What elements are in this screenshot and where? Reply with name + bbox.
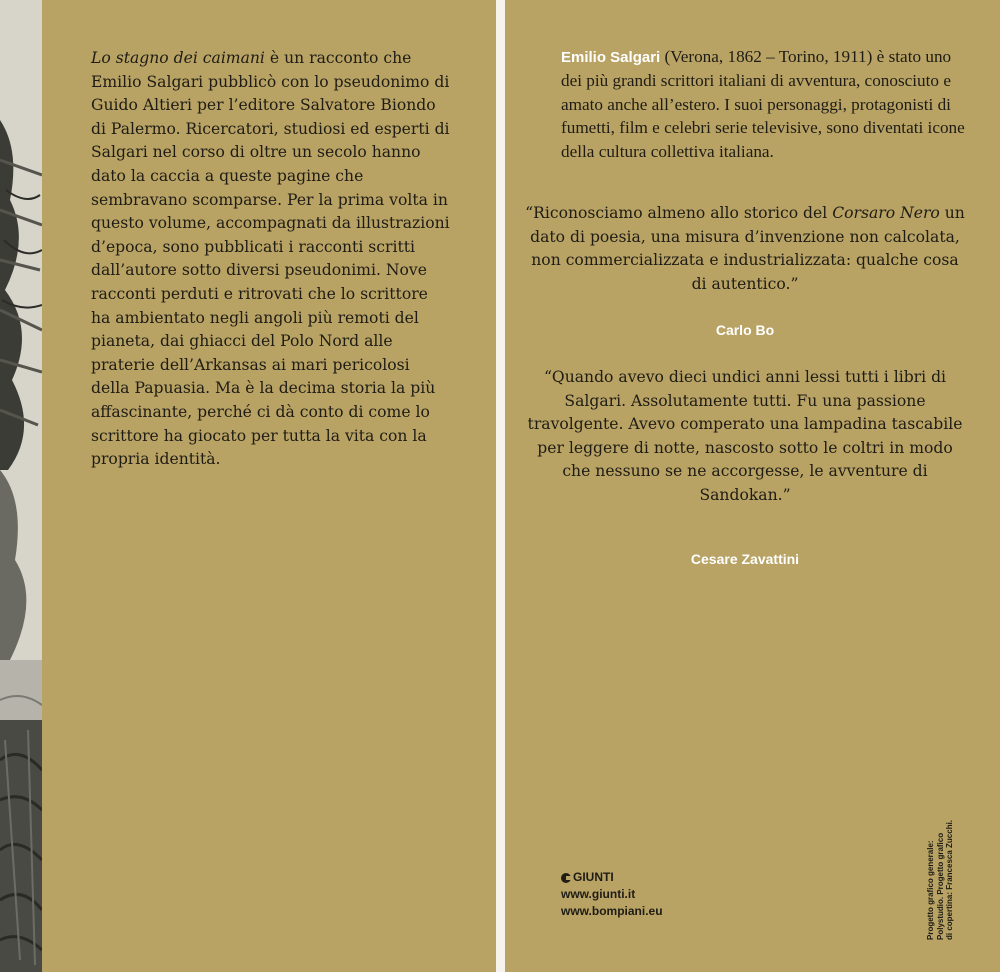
quote1-after: un dato di poesia, una misura d’invenzione non calcolata, non commercializzata e industrializzata: qualche cosa di autentico.” xyxy=(530,204,965,293)
engraving-illustration-strip xyxy=(0,0,42,972)
credits-line-2: Polystudio. Progetto grafico xyxy=(935,832,945,940)
publisher-url-bompiani: www.bompiani.eu xyxy=(561,904,663,918)
publisher-url-giunti: www.giunti.it xyxy=(561,887,636,901)
quote-cesare-zavattini: “Quando avevo dieci undici anni lessi tutti i libri di Salgari. Assolutamente tutti. Fu una passione travolgente. Avevo comperato una lampadina tascabile per leggere di notte, nascosto sotto le coltri in modo che nessuno se ne accorgesse, le avventure di Sandokan.” xyxy=(527,368,963,504)
credits-line-1: Progetto grafico generale: xyxy=(926,840,935,940)
publisher-block xyxy=(561,869,663,920)
quote1-attribution: Carlo Bo xyxy=(715,322,775,338)
quote1-before: “Riconosciamo almeno allo storico del xyxy=(525,204,833,222)
giunti-logo-icon xyxy=(561,873,571,883)
back-cover-right-panel xyxy=(505,0,1000,972)
publisher-logo xyxy=(561,869,663,886)
design-credits xyxy=(926,815,1000,940)
back-cover-left-panel xyxy=(0,0,496,972)
quote2-attribution: Cesare Zavattini xyxy=(690,551,800,567)
bio-text: (Verona, 1862 – Torino, 1911) è stato uno dei più grandi scrittori italiani di avventura, conosciuto e amato anche all’estero. I suoi personaggi, protagonisti di fumetti, film e celebri serie televisive, sono diventati icone della cultura collettiva italiana. xyxy=(561,47,965,161)
blurb-book-title: Lo stagno dei caimani xyxy=(91,49,265,67)
publisher-logo-text: GIUNTI xyxy=(573,870,614,884)
credits-line-3: di copertina: Francesca Zucchi. xyxy=(945,819,954,940)
spine-gutter xyxy=(496,0,505,972)
quote1-italic-title: Corsaro Nero xyxy=(832,204,940,222)
author-bio xyxy=(561,45,976,163)
blurb-text: è un racconto che Emilio Salgari pubblicò con lo pseudonimo di Guido Altieri per l’editore Salvatore Biondo di Palermo. Ricercatori, studiosi ed esperti di Salgari nel corso di oltre un secolo hanno dato la caccia a queste pagine che sembravano scomparse. Per la prima volta in questo volume, accompagnati da illustrazioni d’epoca, sono pubblicati i racconti scritti dall’autore sotto diversi pseudonimi. Nove racconti perduti e ritrovati che lo scrittore ha ambientato negli angoli più remoti del pianeta, dai ghiacci del Polo Nord alle praterie dell’Arkansas ai mari pericolosi della Papuasia. Ma è la decima storia la più affascinante, perché ci dà conto di come lo scrittore ha giocato per tutta la vita con la propria identità. xyxy=(91,49,450,469)
blurb-paragraph xyxy=(91,47,451,472)
author-name: Emilio Salgari xyxy=(561,49,661,66)
quote-carlo-bo xyxy=(525,202,965,296)
